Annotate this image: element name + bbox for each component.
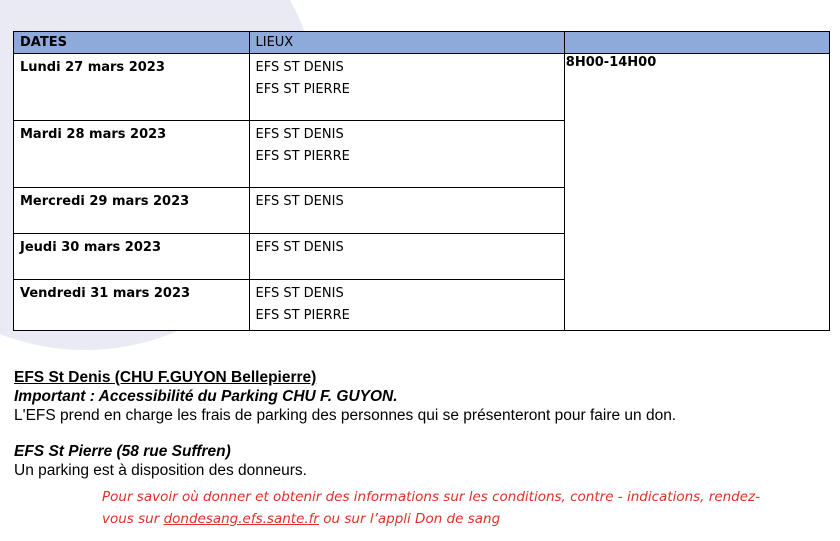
date-text: Jeudi 30 mars 2023 bbox=[20, 240, 161, 255]
table-row bbox=[14, 54, 830, 121]
lieu-item: EFS ST PIERRE bbox=[255, 149, 350, 164]
date-cell bbox=[14, 121, 250, 188]
hours-cell: 8H00-14H00 bbox=[564, 54, 829, 331]
lieu-item: EFS ST DENIS bbox=[255, 286, 344, 301]
date-text: Lundi 27 mars 2023 bbox=[20, 60, 165, 75]
st-pierre-text: Un parking est à disposition des donneurs. bbox=[14, 462, 307, 479]
lieu-item: EFS ST DENIS bbox=[255, 60, 344, 75]
lieux-cell bbox=[249, 121, 564, 188]
note-prefix: vous sur bbox=[102, 511, 164, 527]
spacer bbox=[14, 425, 829, 442]
info-section bbox=[14, 368, 829, 530]
lieu-item: EFS ST PIERRE bbox=[255, 82, 350, 97]
date-cell bbox=[14, 280, 250, 331]
date-text: Mardi 28 mars 2023 bbox=[20, 127, 167, 142]
header-lieux: LIEUX bbox=[249, 32, 564, 54]
date-cell bbox=[14, 188, 250, 234]
lieux-cell bbox=[249, 280, 564, 331]
st-pierre-title: EFS St Pierre (58 rue Suffren) bbox=[14, 443, 231, 460]
date-cell bbox=[14, 234, 250, 280]
st-denis-important: Important : Accessibilité du Parking CHU F. GUYON. bbox=[14, 388, 398, 405]
date-text: Vendredi 31 mars 2023 bbox=[20, 286, 191, 301]
schedule-table bbox=[13, 31, 830, 331]
st-denis-text: L'EFS prend en charge les frais de parking des personnes qui se présenteront pour faire un don. bbox=[14, 407, 677, 424]
header-hours bbox=[564, 32, 829, 54]
note-line-2 bbox=[102, 508, 829, 530]
date-text: Mercredi 29 mars 2023 bbox=[20, 194, 190, 209]
note-line-1: Pour savoir où donner et obtenir des informations sur les conditions, contre - indications, rendez- bbox=[102, 489, 761, 505]
lieu-item: EFS ST DENIS bbox=[255, 127, 344, 142]
lieux-cell bbox=[249, 188, 564, 234]
date-cell bbox=[14, 54, 250, 121]
lieux-cell bbox=[249, 54, 564, 121]
info-note bbox=[102, 486, 829, 530]
header-dates: DATES bbox=[14, 32, 250, 54]
st-denis-title: EFS St Denis (CHU F.GUYON Bellepierre) bbox=[14, 369, 317, 386]
dondesang-link[interactable]: dondesang.efs.sante.fr bbox=[163, 511, 319, 527]
lieu-item: EFS ST DENIS bbox=[255, 240, 344, 255]
note-suffix: ou sur l’appli Don de sang bbox=[318, 511, 501, 527]
lieux-cell bbox=[249, 234, 564, 280]
lieu-item: EFS ST DENIS bbox=[255, 194, 344, 209]
table-header-row bbox=[14, 32, 830, 54]
lieu-item: EFS ST PIERRE bbox=[255, 308, 350, 323]
